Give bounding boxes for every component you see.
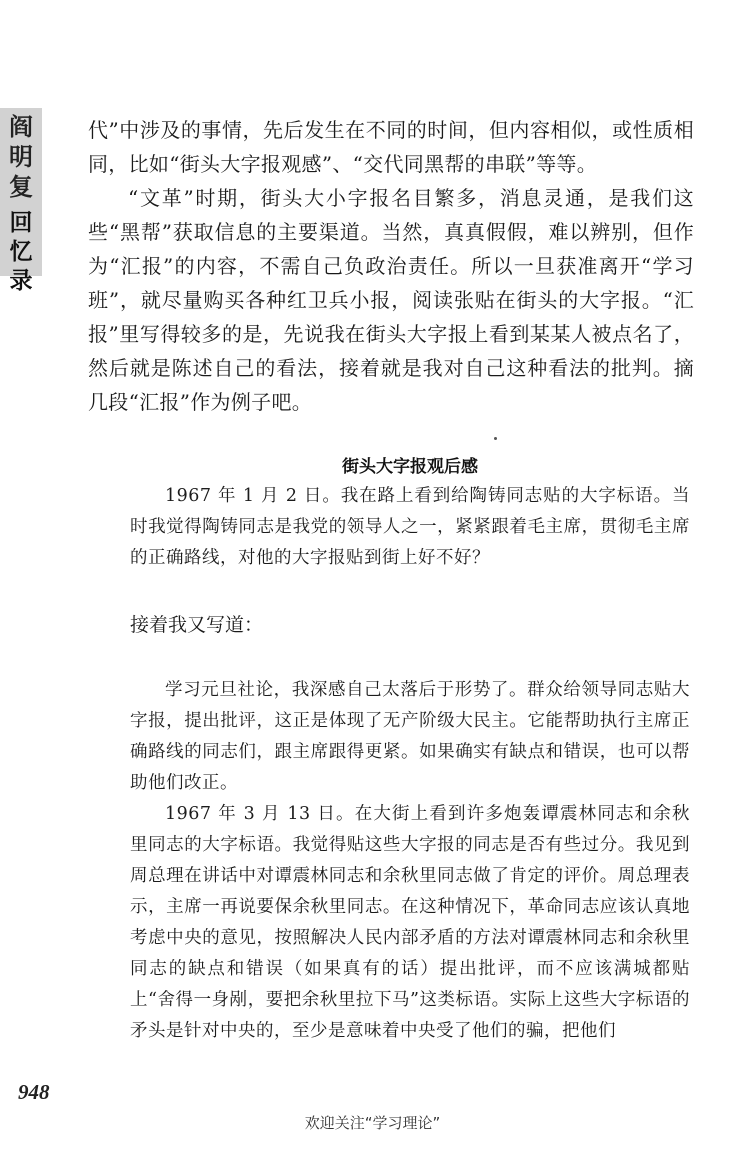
book-title: 回 忆 录: [9, 209, 33, 294]
quote-block-2: [130, 675, 690, 1047]
book-author: 阎 明 复: [9, 112, 33, 201]
quote-paragraph-1: 1967 年 1 月 2 日。我在路上看到给陶铸同志贴的大字标语。当时我觉得陶铸同志是我党的领导人之一，紧紧跟着毛主席，贯彻毛主席的正确路线，对他的大字报贴到街上好不好？: [130, 486, 690, 568]
quote-paragraph-3: 1967 年 3 月 13 日。在大街上看到许多炮轰谭震林同志和余秋里同志的大字标语。我觉得贴这些大字报的同志是否有些过分。我见到周总理在讲话中对谭震林同志和余秋里同志做了肯定的评价。周总理表示，主席一再说要保余秋里同志。在这种情况下，革命同志应该认真地考虑中央的意见，按照解决人民内部矛盾的方法对谭震林同志和余秋里同志的缺点和错误（如果真有的话）提出批评，而不应该满城都贴上“舍得一身剐，要把余秋里拉下马”这类标语。实际上这些大字标语的矛头是针对中央的，至少是意味着中央受了他们的骗，把他们: [130, 804, 690, 1041]
quote-heading: 街头大字报观后感: [342, 457, 478, 477]
body-paragraph-1: 代”中涉及的事情，先后发生在不同的时间，但内容相似，或性质相同，比如“街头大字报观感”、“交代同黑帮的串联”等等。: [88, 118, 694, 176]
ink-dot: [494, 437, 497, 440]
side-book-title: [0, 108, 42, 294]
quote-paragraph-2: 学习元旦社论，我深感自己太落后于形势了。群众给领导同志贴大字报，提出批评，这正是体现了无产阶级大民主。它能帮助执行主席正确路线的同志们，跟主席跟得更紧。如果确实有缺点和错误，也可以帮助他们改正。: [130, 680, 690, 793]
quote-block-1: [130, 481, 690, 574]
body-text: [88, 113, 694, 419]
body-paragraph-2: “文革”时期，街头大小字报名目繁多，消息灵通，是我们这些“黑帮”获取信息的主要渠道。当然，真真假假，难以辨别，但作为“汇报”的内容，不需自己负政治责任。所以一旦获准离开“学习班”，就尽量购买各种红卫兵小报，阅读张贴在街头的大字报。“汇报”里写得较多的是，先说我在街头大字报上看到某某人被点名了，然后就是陈述自己的看法，接着就是我对自己这种看法的批判。摘几段“汇报”作为例子吧。: [88, 186, 694, 414]
lead-in-text: 接着我又写道：: [130, 614, 264, 636]
page-number: 948: [18, 1080, 50, 1104]
footer-watermark: 欢迎关注“学习理论”: [304, 1114, 441, 1132]
